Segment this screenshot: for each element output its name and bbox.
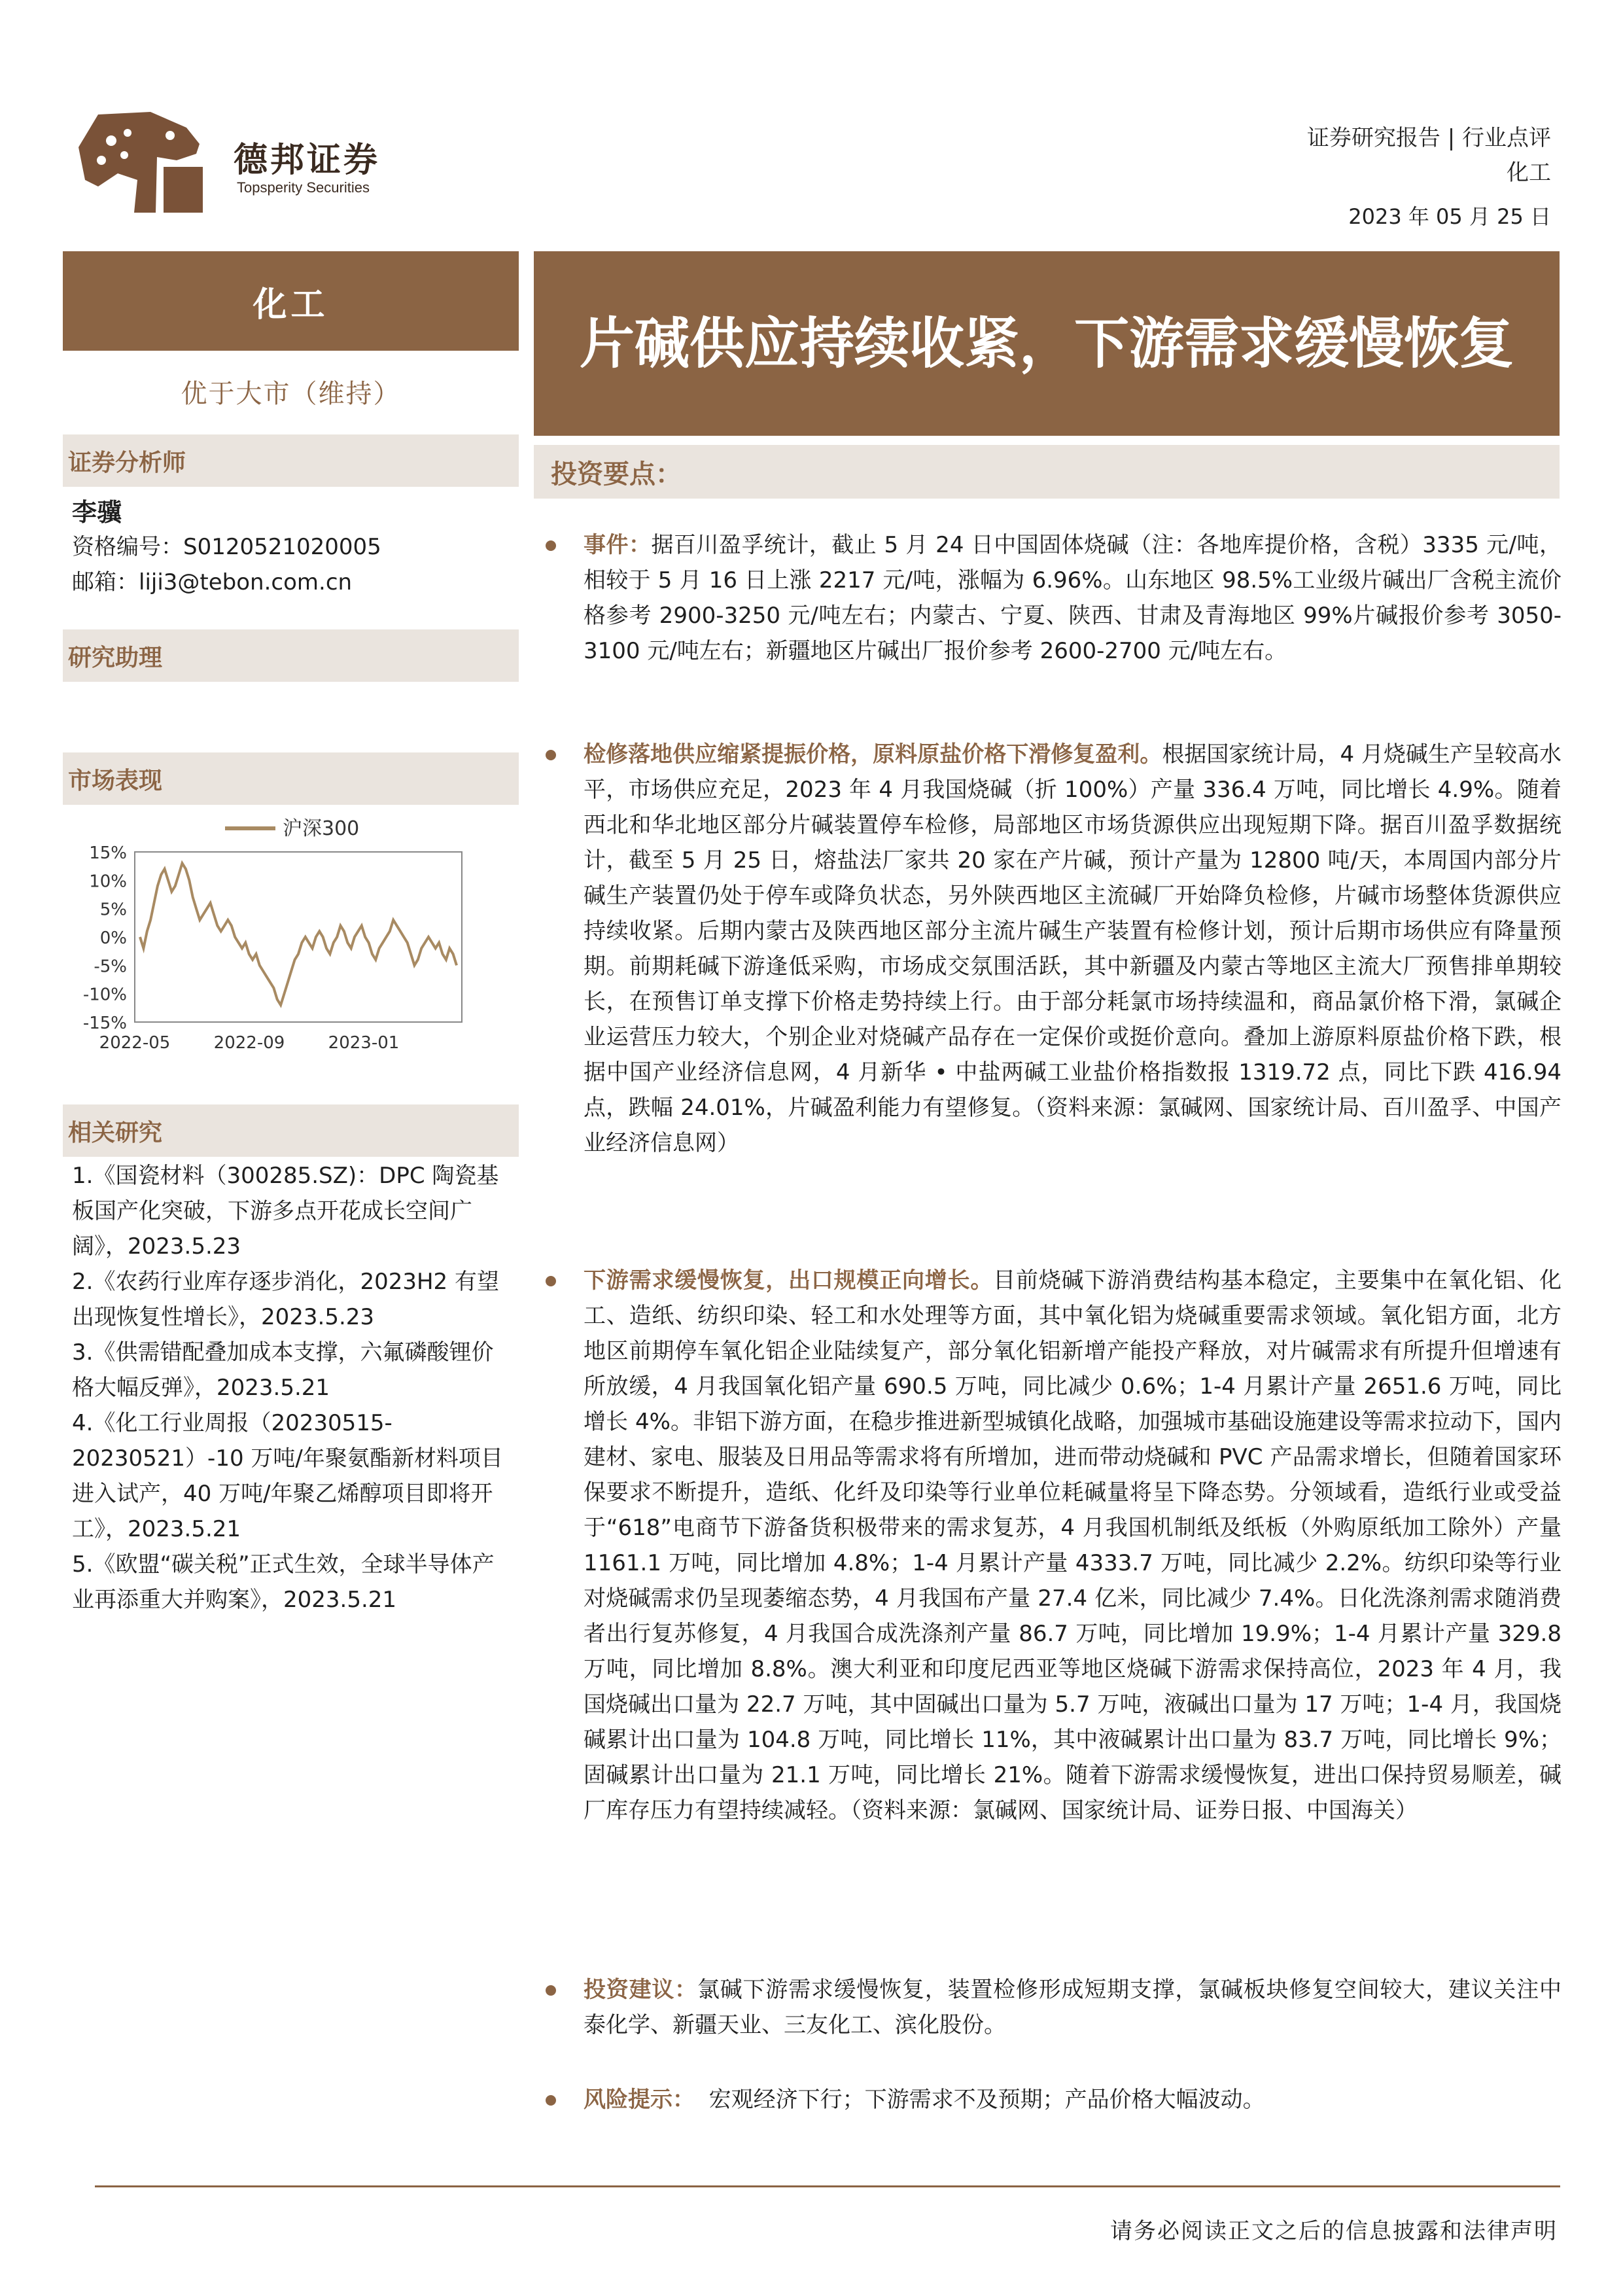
- report-industry: 化工: [1507, 160, 1551, 186]
- brand-name-cn: 德邦证券: [234, 141, 381, 180]
- bullet-icon: [546, 2095, 556, 2106]
- assistant-heading: 研究助理: [63, 629, 519, 682]
- point-text: 据百川盈孚统计，截止 5 月 24 日中国固体烧碱（注：各地库提价格，含税）3335 元/吨，相较于 5 月 16 日上涨 2217 元/吨，涨幅为 6.96%。山东地区 98.5%工业级片碱出厂含税主流价格参考 2900-3250 元/吨左右；内蒙古、宁夏、陕西、甘肃及青海地区 99%片碱报价参考 3050-3100 元/吨左右；新疆地区片碱出厂报价参考 2600-2700 元/吨左右。: [584, 532, 1562, 664]
- brand-name-en: Topsperity Securities: [237, 179, 370, 196]
- legend-label-hs300: 沪深300: [283, 817, 360, 840]
- bullet-icon: [546, 750, 556, 760]
- related-item[interactable]: 5.《欧盟“碳关税”正式生效，全球半导体产业再添重大并购案》，2023.5.21: [72, 1551, 495, 1613]
- brand-logo-icon: [72, 108, 203, 219]
- point-text: 氯碱下游需求缓慢恢复，装置检修形成短期支撑，氯碱板块修复空间较大，建议关注中泰化学、新疆天业、三友化工、滨化股份。: [584, 1977, 1562, 2038]
- y-tick-label: 5%: [99, 900, 127, 920]
- related-item[interactable]: 3.《供需错配叠加成本支撑，六氟磷酸锂价格大幅反弹》，2023.5.21: [72, 1339, 494, 1401]
- x-tick-label: 2023-01: [328, 1033, 400, 1053]
- x-tick-label: 2022-05: [99, 1033, 171, 1053]
- series-line-hs300: [140, 863, 457, 1005]
- market-performance-chart: [63, 798, 519, 1060]
- related-heading: 相关研究: [63, 1104, 519, 1157]
- bullet-icon: [546, 1276, 556, 1286]
- footer-disclaimer: 请务必阅读正文之后的信息披露和法律声明: [1110, 2218, 1558, 2244]
- y-tick-label: 0%: [99, 928, 127, 948]
- point-lead: 下游需求缓慢恢复，出口规模正向增长。: [584, 1267, 994, 1294]
- related-item[interactable]: 2.《农药行业库存逐步消化，2023H2 有望出现恢复性增长》，2023.5.23: [72, 1269, 499, 1330]
- point-text: 根据国家统计局，4 月烧碱生产呈较高水平，市场供应充足，2023 年 4 月我国烧碱（折 100%）产量 336.4 万吨，同比增长 4.9%。随着西北和华北地区部分片碱装置停车检修，局部地区市场货源供应出现短期下降。据百川盈孚数据统计，截至 5 月 25 日，熔盐法厂家共 20 家在产片碱，预计产量为 12800 吨/天，本周国内部分片碱生产装置仍处于停车或降负状态，另外陕西地区主流碱厂开始降负检修，片碱市场整体货源供应持续收紧。后期内蒙古及陕西地区部分主流片碱生产装置有检修计划，预计后期市场供应有降量预期。前期耗碱下游逢低采购，市场成交氛围活跃，其中新疆及内蒙古等地区主流大厂预售排单期较长，在预售订单支撑下价格走势持续上行。由于部分耗氯市场持续温和，商品氯价格下滑，氯碱企业运营压力较大，个别企业对烧碱产品存在一定保价或挺价意向。叠加上游原料原盐价格下跌，根据中国产业经济信息网，4 月新华 • 中盐两碱工业盐价格指数报 1319.72 点，同比下跌 416.94 点，跌幅 24.01%，片碱盈利能力有望修复。（资料来源：氯碱网、国家统计局、百川盈孚、中国产业经济信息网）: [584, 741, 1562, 1156]
- market-heading: 市场表现: [63, 752, 519, 805]
- point-text: 目前烧碱下游消费结构基本稳定，主要集中在氧化铝、化工、造纸、纺织印染、轻工和水处理等方面，其中氧化铝为烧碱重要需求领域。氧化铝方面，北方地区前期停车氧化铝企业陆续复产，部分氧化铝新增产能投产释放，对片碱需求有所提升但增速有所放缓，4 月我国氧化铝产量 690.5 万吨，同比减少 0.6%；1-4 月累计产量 2651.6 万吨，同比增长 4%。非铝下游方面，在稳步推进新型城镇化战略，加强城市基础设施建设等需求拉动下，国内建材、家电、服装及日用品等需求将有所增加，进而带动烧碱和 PVC 产品需求增长，但随着国家环保要求不断提升，造纸、化纤及印染等行业单位耗碱量将呈下降态势。分领域看，造纸行业或受益于“618”电商节下游备货积极带来的需求复苏，4 月我国机制纸及纸板（外购原纸加工除外）产量 1161.1 万吨，同比增加 4.8%；1-4 月累计产量 4333.7 万吨，同比减少 2.2%。纺织印染等行业对烧碱需求仍呈现萎缩态势，4 月我国布产量 27.4 亿米，同比减少 7.4%。日化洗涤剂需求随消费者出行复苏修复，4 月我国合成洗涤剂产量 86.7 万吨，同比增加 19.9%；1-4 月累计产量 329.8 万吨，同比增加 8.8%。澳大利亚和印度尼西亚等地区烧碱下游需求保持高位，2023 年 4 月，我国烧碱出口量为 22.7 万吨，其中固碱出口量为 5.7 万吨，液碱出口量为 17 万吨；1-4 月，我国烧碱累计出口量为 104.8 万吨，同比增长 11%，其中液碱累计出口量为 83.7 万吨，同比增长 9%；固碱累计出口量为 21.1 万吨，同比增长 21%。随着下游需求缓慢恢复，进出口保持贸易顺差，碱厂库存压力有望持续减轻。（资料来源：氯碱网、国家统计局、证券日报、中国海关）: [584, 1267, 1562, 1824]
- point-lead: 检修落地供应缩紧提振价格，原料原盐价格下滑修复盈利。: [584, 741, 1162, 768]
- related-research-list: [72, 1158, 510, 1617]
- rating-label: 优于大市（维持）: [181, 379, 401, 409]
- y-tick-label: 15%: [89, 843, 127, 863]
- point-event: [584, 527, 1562, 669]
- y-tick-label: -15%: [82, 1014, 127, 1033]
- point-lead: 事件：: [584, 532, 652, 558]
- point-lead: 风险提示：: [584, 2087, 695, 2113]
- point-risk: [584, 2082, 1562, 2117]
- sector-label: 化工: [63, 251, 519, 351]
- analyst-name: 李骥: [72, 498, 122, 527]
- report-date: 2023 年 05 月 25 日: [1348, 204, 1551, 229]
- point-lead: 投资建议：: [584, 1977, 697, 2003]
- bullet-icon: [546, 540, 556, 551]
- point-demand: [584, 1263, 1562, 1828]
- point-text: 宏观经济下行；下游需求不及预期；产品价格大幅波动。: [695, 2087, 1265, 2113]
- analyst-heading: 证券分析师: [63, 434, 519, 487]
- point-supply: [584, 737, 1562, 1161]
- y-tick-label: -5%: [94, 957, 127, 977]
- analyst-license: 资格编号：S0120521020005: [72, 534, 381, 560]
- report-title: 片碱供应持续收紧，下游需求缓慢恢复: [534, 251, 1560, 436]
- point-investment-advice: [584, 1972, 1562, 2043]
- bullet-icon: [546, 1985, 556, 1996]
- report-type: 证券研究报告 | 行业点评: [1306, 125, 1551, 151]
- analyst-email[interactable]: 邮箱：liji3@tebon.com.cn: [72, 569, 353, 595]
- footer-divider: [95, 2185, 1560, 2187]
- y-tick-label: 10%: [89, 872, 127, 892]
- key-points-heading: 投资要点：: [534, 445, 1560, 499]
- related-item[interactable]: 4.《化工行业周报（20230515-20230521）-10 万吨/年聚氨酯新材料项目进入试产，40 万吨/年聚乙烯醇项目即将开工》，2023.5.21: [72, 1410, 503, 1542]
- related-item[interactable]: 1.《国瓷材料（300285.SZ)：DPC 陶瓷基板国产化突破，下游多点开花成长空间广阔》，2023.5.23: [72, 1163, 499, 1260]
- y-tick-label: -10%: [82, 985, 127, 1005]
- x-tick-label: 2022-09: [213, 1033, 285, 1053]
